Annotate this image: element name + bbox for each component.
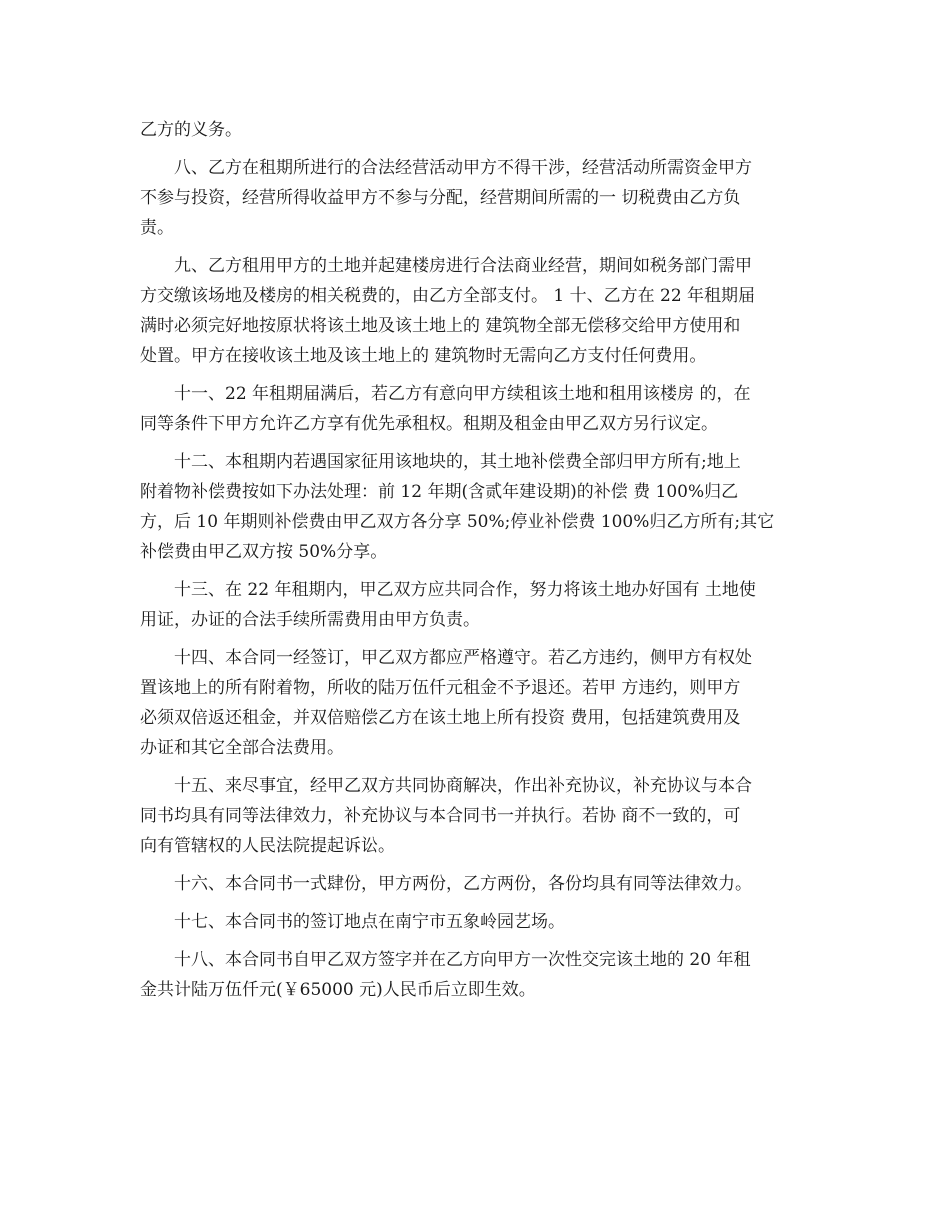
text-line: 必须双倍返还租金，并双倍赔偿乙方在该土地上所有投资 费用，包括建筑费用及 <box>140 708 741 728</box>
text-line: 附着物补偿费按如下办法处理：前 12 年期(含贰年建设期)的补偿 费 100%归乙 <box>140 482 739 502</box>
text-line: 同等条件下甲方允许乙方享有优先承租权。租期及租金由甲乙双方另行议定。 <box>140 414 718 434</box>
clause-9-line: 九、乙方租用甲方的土地并起建楼房进行合法商业经营，期间如税务部门需甲 <box>174 256 752 276</box>
clause-17-line: 十七、本合同书的签订地点在南宁市五象岭园艺场。 <box>174 912 565 932</box>
text-line: 向有管辖权的人民法院提起诉讼。 <box>140 836 395 856</box>
clause-13-line: 十三、在 22 年租期内，甲乙双方应共同合作，努力将该土地办好国有 土地使 <box>174 580 756 600</box>
text-line: 处置。甲方在接收该土地及该土地上的 建筑物时无需向乙方支付任何费用。 <box>140 346 707 366</box>
text-line: 乙方的义务。 <box>140 120 242 140</box>
clause-12-line: 十二、本租期内若遇国家征用该地块的，其土地补偿费全部归甲方所有;地上 <box>174 452 741 472</box>
text-line: 补偿费由甲乙双方按 50%分享。 <box>140 542 388 562</box>
text-line: 用证，办证的合法手续所需费用由甲方负责。 <box>140 610 480 630</box>
document-body <box>140 115 810 1005</box>
text-line: 置该地上的所有附着物，所收的陆万伍仟元租金不予退还。若甲 方违约，则甲方 <box>140 678 741 698</box>
text-line: 金共计陆万伍仟元(￥65000 元)人民币后立即生效。 <box>140 980 536 1000</box>
text-line: 方，后 10 年期则补偿费由甲乙双方各分享 50%;停业补偿费 100%归乙方所有;其它 <box>140 512 775 532</box>
clause-16-line: 十六、本合同书一式肆份，甲方两份，乙方两份，各份均具有同等法律效力。 <box>174 874 752 894</box>
clause-11-line: 十一、22 年租期届满后，若乙方有意向甲方续租该土地和租用该楼房 的，在 <box>174 384 751 404</box>
text-line: 办证和其它全部合法费用。 <box>140 738 344 758</box>
text-line: 方交缴该场地及楼房的相关税费的，由乙方全部支付。 1 十、乙方在 22 年租期届 <box>140 286 756 306</box>
text-line: 满时必须完好地按原状将该土地及该土地上的 建筑物全部无偿移交给甲方使用和 <box>140 316 741 336</box>
text-line: 同书均具有同等法律效力，补充协议与本合同书一并执行。若协 商不一致的，可 <box>140 806 741 826</box>
text-line: 不参与投资，经营所得收益甲方不参与分配，经营期间所需的一 切税费由乙方负 <box>140 188 741 208</box>
clause-15-line: 十五、来尽事宜，经甲乙双方共同协商解决，作出补充协议，补充协议与本合 <box>174 776 752 796</box>
clause-8-line: 八、乙方在租期所进行的合法经营活动甲方不得干涉，经营活动所需资金甲方 <box>174 158 752 178</box>
clause-14-line: 十四、本合同一经签订，甲乙双方都应严格遵守。若乙方违约，侧甲方有权处 <box>174 648 752 668</box>
text-line: 责。 <box>140 218 174 238</box>
clause-18-line: 十八、本合同书自甲乙双方签字并在乙方向甲方一次性交完该土地的 20 年租 <box>174 950 751 970</box>
